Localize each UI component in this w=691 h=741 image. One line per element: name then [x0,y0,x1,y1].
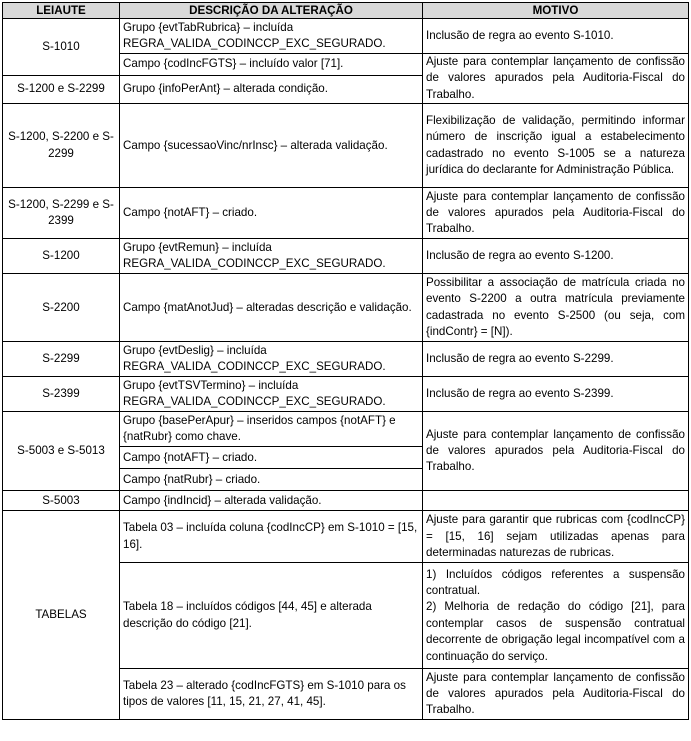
motivo-list-item: 2) Melhoria de redação do código [21], para contemplar casos de suspensão contratual decorrente de obrigação legal incompatível com a continuação do serviço. [426,600,685,663]
table-row [3,274,689,342]
descricao-cell: Tabela 18 – incluídos códigos [44, 45] e alterada descrição do código [21]. [120,563,423,669]
header-descricao: DESCRIÇÃO DA ALTERAÇÃO [120,3,423,19]
header-row [3,3,689,19]
leiaute-cell: S-1200 [3,239,120,274]
leiaute-cell: S-2299 [3,342,120,377]
table-row [3,188,689,239]
descricao-cell: Campo {codIncFGTS} – incluído valor [71]. [120,54,423,76]
table-row [3,19,689,54]
table-row [3,104,689,188]
motivo-cell: Inclusão de regra ao evento S-1010. [423,19,689,54]
leiaute-cell: S-1200, S-2200 e S-2299 [3,104,120,188]
descricao-cell: Grupo {evtRemun} – incluída REGRA_VALIDA_CODINCCP_EXC_SEGURADO. [120,239,423,274]
leiaute-cell: S-2399 [3,377,120,412]
motivo-list-item: 1) Incluídos códigos referentes a suspensão contratual. [426,567,685,597]
descricao-cell: Campo {sucessaoVinc/nrInsc} – alterada validação. [120,104,423,188]
motivo-cell: Ajuste para contemplar lançamento de confissão de valores apurados pela Auditoria-Fiscal do Trabalho. [423,412,689,491]
table-row [3,239,689,274]
table-row [3,377,689,412]
header-motivo: MOTIVO [423,3,689,19]
motivo-cell: Ajuste para contemplar lançamento de confissão de valores apurados pela Auditoria-Fiscal do Trabalho. [423,188,689,239]
descricao-cell: Grupo {evtTSVTermino} – incluída REGRA_VALIDA_CODINCCP_EXC_SEGURADO. [120,377,423,412]
leiaute-cell: S-5003 e S-5013 [3,412,120,491]
motivo-cell: Ajuste para garantir que rubricas com {codIncCP} = [15, 16] sejam utilizadas apenas para determinadas naturezas de rubricas. [423,511,689,563]
table-row [3,491,689,511]
table-row [3,342,689,377]
descricao-cell: Tabela 03 – incluída coluna {codIncCP} em S-1010 = [15, 16]. [120,511,423,563]
motivo-cell: Possibilitar a associação de matrícula criada no evento S-2200 a outra matrícula previamente cadastrada no evento S-2500 (ou seja, com {indContr} = [N]). [423,274,689,342]
motivo-cell: Inclusão de regra ao evento S-2399. [423,377,689,412]
table-row [3,511,689,563]
descricao-cell: Campo {matAnotJud} – alteradas descrição e validação. [120,274,423,342]
descricao-cell: Campo {natRubr} – criado. [120,469,423,491]
descricao-cell: Campo {notAFT} – criado. [120,188,423,239]
motivo-cell [423,563,689,669]
leiaute-cell: S-1010 [3,19,120,76]
motivo-cell: Flexibilização de validação, permitindo informar número de inscrição igual a estabelecimento cadastrado no evento S-1005 se a natureza jurídica do declarante for Administração Pública. [423,104,689,188]
descricao-cell: Grupo {basePerApur} – inseridos campos {notAFT} e {natRubr} como chave. [120,412,423,447]
motivo-cell: Inclusão de regra ao evento S-2299. [423,342,689,377]
motivo-cell-empty [423,491,689,511]
descricao-cell: Campo {indIncid} – alterada validação. [120,491,423,511]
leiaute-cell: S-2200 [3,274,120,342]
header-leiaute: LEIAUTE [3,3,120,19]
descricao-cell: Campo {notAFT} – criado. [120,447,423,469]
descricao-cell: Tabela 23 – alterado {codIncFGTS} em S-1010 para os tipos de valores [11, 15, 21, 27, 41, 45]. [120,669,423,720]
leiaute-cell: TABELAS [3,511,120,720]
motivo-cell: Inclusão de regra ao evento S-1200. [423,239,689,274]
leiaute-cell: S-5003 [3,491,120,511]
table-row [3,412,689,447]
motivo-cell: Ajuste para contemplar lançamento de confissão de valores apurados pela Auditoria-Fiscal do Trabalho. [423,669,689,720]
descricao-cell: Grupo {infoPerAnt} – alterada condição. [120,75,423,103]
descricao-cell: Grupo {evtDeslig} – incluída REGRA_VALIDA_CODINCCP_EXC_SEGURADO. [120,342,423,377]
leiaute-cell: S-1200 e S-2299 [3,75,120,103]
descricao-cell: Grupo {evtTabRubrica} – incluída REGRA_VALIDA_CODINCCP_EXC_SEGURADO. [120,19,423,54]
leiaute-cell: S-1200, S-2299 e S-2399 [3,188,120,239]
changes-table [2,2,689,720]
motivo-cell: Ajuste para contemplar lançamento de confissão de valores apurados pela Auditoria-Fiscal do Trabalho. [423,54,689,104]
